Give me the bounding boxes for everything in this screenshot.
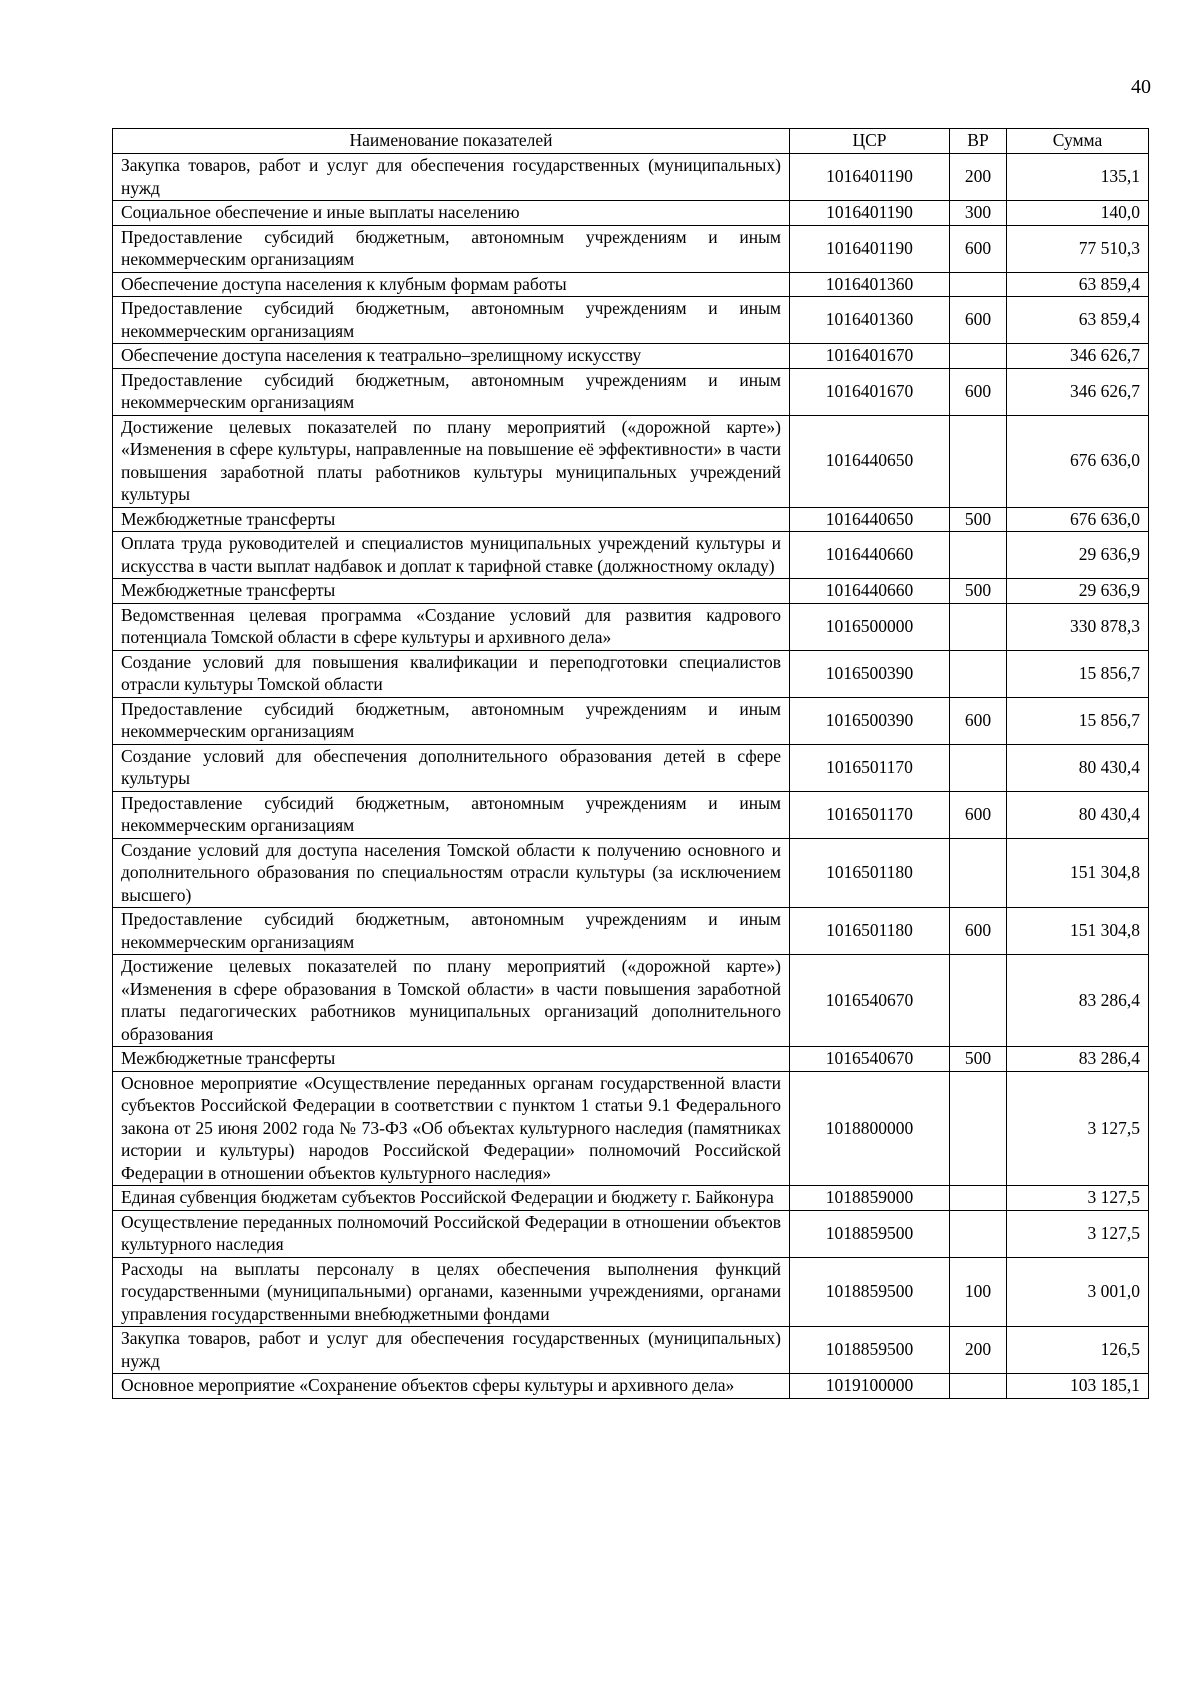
row-name-cell: Межбюджетные трансферты [113,579,790,604]
header-name: Наименование показателей [113,129,790,154]
row-csr-cell: 1016440660 [790,579,950,604]
row-csr-cell: 1016401360 [790,272,950,297]
table-row [113,1374,1149,1399]
row-csr-cell: 1016401190 [790,154,950,201]
row-sum-cell: 676 636,0 [1007,415,1149,507]
row-sum-cell: 330 878,3 [1007,603,1149,650]
row-vr-cell [950,415,1007,507]
row-sum-cell: 63 859,4 [1007,272,1149,297]
row-name-cell: Предоставление субсидий бюджетным, автономным учреждениям и иным некоммерческим организациям [113,368,790,415]
row-vr-cell: 600 [950,908,1007,955]
row-name-cell: Расходы на выплаты персоналу в целях обеспечения выполнения функций государственными (муниципальными) органами, казенными учреждениями, органами управления государственными внебюджетными фондами [113,1257,790,1327]
row-sum-cell: 3 127,5 [1007,1186,1149,1211]
row-csr-cell: 1016401670 [790,368,950,415]
row-vr-cell: 500 [950,1047,1007,1072]
row-vr-cell: 600 [950,368,1007,415]
row-vr-cell [950,744,1007,791]
row-vr-cell [950,272,1007,297]
row-name-cell: Предоставление субсидий бюджетным, автономным учреждениям и иным некоммерческим организациям [113,697,790,744]
row-csr-cell: 1016500390 [790,697,950,744]
row-sum-cell: 15 856,7 [1007,697,1149,744]
table-row [113,297,1149,344]
row-sum-cell: 29 636,9 [1007,579,1149,604]
row-vr-cell [950,1186,1007,1211]
table-row [113,272,1149,297]
row-name-cell: Межбюджетные трансферты [113,507,790,532]
page-number: 40 [1131,76,1151,98]
row-sum-cell: 77 510,3 [1007,225,1149,272]
row-csr-cell: 1016501180 [790,908,950,955]
row-sum-cell: 80 430,4 [1007,791,1149,838]
row-csr-cell: 1018859000 [790,1186,950,1211]
row-sum-cell: 83 286,4 [1007,1047,1149,1072]
row-csr-cell: 1018800000 [790,1071,950,1186]
row-name-cell: Создание условий для доступа населения Томской области к получению основного и дополнительного образования по специальностям отрасли культуры (за исключением высшего) [113,838,790,908]
row-vr-cell: 100 [950,1257,1007,1327]
row-csr-cell: 1016540670 [790,955,950,1047]
header-csr: ЦСР [790,129,950,154]
row-name-cell: Предоставление субсидий бюджетным, автономным учреждениям и иным некоммерческим организациям [113,908,790,955]
table-row [113,1210,1149,1257]
row-csr-cell: 1016440650 [790,415,950,507]
row-sum-cell: 151 304,8 [1007,838,1149,908]
row-name-cell: Единая субвенция бюджетам субъектов Российской Федерации и бюджету г. Байконура [113,1186,790,1211]
table-row [113,1071,1149,1186]
row-csr-cell: 1016501180 [790,838,950,908]
row-vr-cell: 600 [950,791,1007,838]
table-row [113,697,1149,744]
budget-table [112,128,1149,1399]
row-vr-cell: 200 [950,1327,1007,1374]
table-row [113,154,1149,201]
row-sum-cell: 63 859,4 [1007,297,1149,344]
row-sum-cell: 3 127,5 [1007,1071,1149,1186]
row-csr-cell: 1016440650 [790,507,950,532]
row-vr-cell [950,955,1007,1047]
row-vr-cell: 600 [950,697,1007,744]
table-body [113,154,1149,1399]
row-csr-cell: 1016401190 [790,201,950,226]
row-name-cell: Создание условий для обеспечения дополнительного образования детей в сфере культуры [113,744,790,791]
table-row [113,1186,1149,1211]
row-vr-cell: 300 [950,201,1007,226]
table-row [113,415,1149,507]
row-sum-cell: 346 626,7 [1007,344,1149,369]
row-vr-cell [950,603,1007,650]
row-name-cell: Межбюджетные трансферты [113,1047,790,1072]
table-row [113,744,1149,791]
row-name-cell: Предоставление субсидий бюджетным, автономным учреждениям и иным некоммерческим организациям [113,297,790,344]
row-vr-cell: 600 [950,297,1007,344]
row-name-cell: Предоставление субсидий бюджетным, автономным учреждениям и иным некоммерческим организациям [113,225,790,272]
row-name-cell: Ведомственная целевая программа «Создание условий для развития кадрового потенциала Томской области в сфере культуры и архивного дела» [113,603,790,650]
row-csr-cell: 1016540670 [790,1047,950,1072]
row-name-cell: Основное мероприятие «Сохранение объектов сферы культуры и архивного дела» [113,1374,790,1399]
row-name-cell: Предоставление субсидий бюджетным, автономным учреждениям и иным некоммерческим организациям [113,791,790,838]
row-vr-cell [950,344,1007,369]
row-sum-cell: 135,1 [1007,154,1149,201]
row-sum-cell: 103 185,1 [1007,1374,1149,1399]
row-csr-cell: 1016501170 [790,791,950,838]
row-vr-cell [950,838,1007,908]
row-vr-cell [950,1210,1007,1257]
row-vr-cell: 600 [950,225,1007,272]
row-csr-cell: 1016501170 [790,744,950,791]
row-name-cell: Закупка товаров, работ и услуг для обеспечения государственных (муниципальных) нужд [113,154,790,201]
row-vr-cell: 200 [950,154,1007,201]
row-sum-cell: 140,0 [1007,201,1149,226]
row-sum-cell: 15 856,7 [1007,650,1149,697]
row-name-cell: Основное мероприятие «Осуществление переданных органам государственной власти субъектов Российской Федерации в соответствии с пунктом 1 статьи 9.1 Федерального закона от 25 июня 2002 года № 73-ФЗ «Об объектах культурного наследия (памятниках истории и культуры) народов Российской Федерации» полномочий Российской Федерации в отношении объектов культурного наследия» [113,1071,790,1186]
table-row [113,650,1149,697]
row-vr-cell [950,650,1007,697]
row-vr-cell: 500 [950,507,1007,532]
row-vr-cell [950,532,1007,579]
row-name-cell: Достижение целевых показателей по плану мероприятий («дорожной карте») «Изменения в сфере образования в Томской области» в части повышения заработной платы педагогических работников муниципальных организаций дополнительного образования [113,955,790,1047]
row-name-cell: Закупка товаров, работ и услуг для обеспечения государственных (муниципальных) нужд [113,1327,790,1374]
row-vr-cell [950,1374,1007,1399]
row-csr-cell: 1019100000 [790,1374,950,1399]
header-sum: Сумма [1007,129,1149,154]
row-name-cell: Обеспечение доступа населения к театрально–зрелищному искусству [113,344,790,369]
row-sum-cell: 80 430,4 [1007,744,1149,791]
table-row [113,603,1149,650]
row-csr-cell: 1016500000 [790,603,950,650]
table-row [113,507,1149,532]
row-csr-cell: 1016401670 [790,344,950,369]
table-row [113,1327,1149,1374]
row-name-cell: Оплата труда руководителей и специалистов муниципальных учреждений культуры и искусства в части выплат надбавок и доплат к тарифной ставке (должностному окладу) [113,532,790,579]
table-row [113,368,1149,415]
table-row [113,579,1149,604]
table-row [113,532,1149,579]
row-sum-cell: 3 001,0 [1007,1257,1149,1327]
row-csr-cell: 1016440660 [790,532,950,579]
row-csr-cell: 1016401360 [790,297,950,344]
row-name-cell: Обеспечение доступа населения к клубным формам работы [113,272,790,297]
row-name-cell: Создание условий для повышения квалификации и переподготовки специалистов отрасли культуры Томской области [113,650,790,697]
table-header [113,129,1149,154]
row-sum-cell: 126,5 [1007,1327,1149,1374]
row-csr-cell: 1018859500 [790,1327,950,1374]
table-row [113,838,1149,908]
row-sum-cell: 83 286,4 [1007,955,1149,1047]
row-sum-cell: 29 636,9 [1007,532,1149,579]
table-row [113,791,1149,838]
row-sum-cell: 346 626,7 [1007,368,1149,415]
table-row [113,344,1149,369]
row-name-cell: Социальное обеспечение и иные выплаты населению [113,201,790,226]
header-vr: ВР [950,129,1007,154]
row-name-cell: Достижение целевых показателей по плану мероприятий («дорожной карте») «Изменения в сфере культуры, направленные на повышение её эффективности» в части повышения заработной платы работников культуры муниципальных учреждений культуры [113,415,790,507]
row-csr-cell: 1018859500 [790,1210,950,1257]
row-vr-cell: 500 [950,579,1007,604]
row-vr-cell [950,1071,1007,1186]
table-row [113,955,1149,1047]
table-row [113,908,1149,955]
row-name-cell: Осуществление переданных полномочий Российской Федерации в отношении объектов культурного наследия [113,1210,790,1257]
table-row [113,1047,1149,1072]
row-sum-cell: 151 304,8 [1007,908,1149,955]
table-row [113,225,1149,272]
row-sum-cell: 676 636,0 [1007,507,1149,532]
row-sum-cell: 3 127,5 [1007,1210,1149,1257]
row-csr-cell: 1016500390 [790,650,950,697]
table-row [113,201,1149,226]
row-csr-cell: 1018859500 [790,1257,950,1327]
table-row [113,1257,1149,1327]
header-row [113,129,1149,154]
row-csr-cell: 1016401190 [790,225,950,272]
